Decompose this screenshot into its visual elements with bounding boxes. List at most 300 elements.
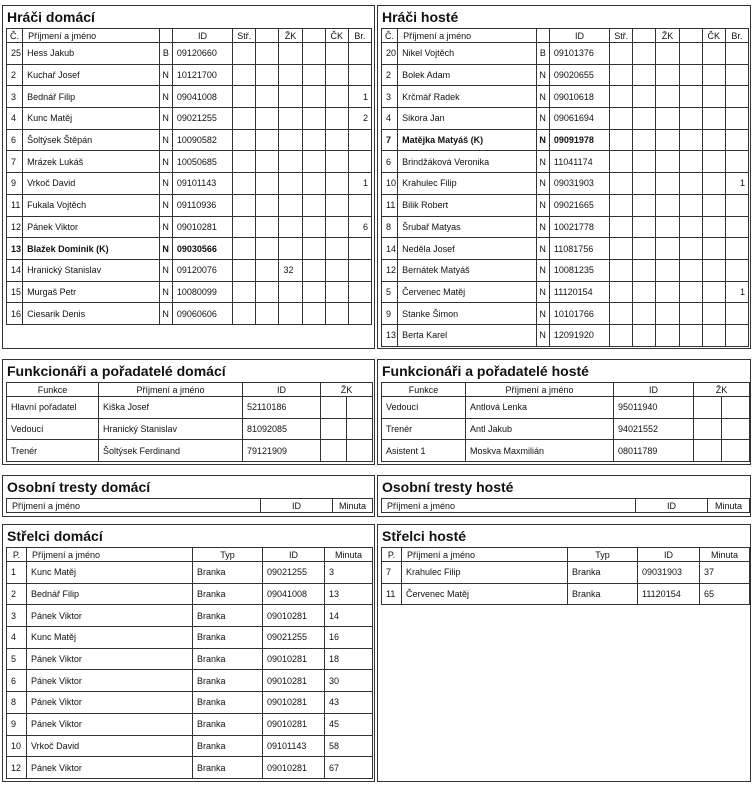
player-row [382,194,749,216]
scorer-id: 09010281 [263,648,325,670]
blank-cell [633,43,656,65]
player-name: Nikel Vojtěch [398,43,537,65]
yellow-card-cell [656,324,679,346]
yellow-card-cell [279,86,302,108]
header-id: ID [636,499,708,513]
blank-cell [302,129,325,151]
blank-cell [302,259,325,281]
official-name: Antl Jakub [466,418,614,440]
player-position: N [159,173,172,195]
player-position: B [536,43,549,65]
header-type: Typ [568,548,638,562]
away-players-table [381,28,749,347]
goals-cell [233,151,256,173]
player-row [382,303,749,325]
goals-count [725,43,748,65]
blank-cell [679,259,702,281]
scorer-type: Branka [193,735,263,757]
player-id: 09101143 [172,173,232,195]
player-name: Neděla Josef [398,238,537,260]
goals-count [725,324,748,346]
player-number: 15 [7,281,23,303]
goals-cell [610,86,633,108]
scorer-order: 11 [382,583,402,605]
header-yellow-card: ŽK [694,383,750,397]
header-name: Příjmení a jméno [23,29,160,43]
official-role: Asistent 1 [382,440,466,462]
player-number: 13 [382,324,398,346]
red-card-cell [702,324,725,346]
yellow-card-cell [656,303,679,325]
scorer-name: Vrkoč David [27,735,193,757]
header-blank-1 [256,29,279,43]
official-row [382,397,750,419]
yellow-card-cell [656,238,679,260]
yellow-card-cell [279,303,302,325]
player-name: Krahulec Filip [398,173,537,195]
red-card-cell [325,64,348,86]
goals-cell [610,259,633,281]
official-row [7,397,373,419]
goals-cell [233,303,256,325]
player-number: 7 [382,129,398,151]
yellow-card-cell [656,194,679,216]
header-blank-2 [679,29,702,43]
player-row [382,238,749,260]
player-name: Hranický Stanislav [23,259,160,281]
player-row [382,108,749,130]
scorer-order: 12 [7,757,27,779]
blank-cell [302,238,325,260]
official-id: 81092085 [243,418,321,440]
yellow-card-cell [656,43,679,65]
yellow-card-cell [279,216,302,238]
red-card-cell [325,108,348,130]
red-card-cell [325,259,348,281]
blank-cell [256,259,279,281]
scorer-order: 8 [7,692,27,714]
player-position: N [536,303,549,325]
scorer-minute: 45 [325,713,373,735]
scorer-type: Branka [568,562,638,584]
player-row [382,281,749,303]
player-position: N [159,259,172,281]
yellow-card-cell [694,440,722,462]
goals-cell [610,216,633,238]
player-position: N [159,64,172,86]
scorer-order: 9 [7,713,27,735]
scorer-name: Pánek Viktor [27,757,193,779]
home-scorers-title: Střelci domácí [7,528,103,544]
player-name: Bilik Robert [398,194,537,216]
goals-count: 1 [348,173,371,195]
blank-cell [679,129,702,151]
blank-cell [256,43,279,65]
player-name: Bednář Filip [23,86,160,108]
header-name: Příjmení a jméno [7,499,261,513]
goals-count [348,303,371,325]
scorer-row [7,713,373,735]
blank-cell [633,259,656,281]
player-row [7,129,372,151]
blank-cell [302,216,325,238]
player-id: 09091978 [549,129,609,151]
header-minute: Minuta [708,499,750,513]
scorer-type: Branka [193,562,263,584]
scorer-row [7,605,373,627]
player-number: 16 [7,303,23,325]
blank-cell [256,64,279,86]
player-position: N [536,151,549,173]
blank-cell [633,194,656,216]
goals-count [348,129,371,151]
scorer-name: Pánek Viktor [27,692,193,714]
blank-cell [633,129,656,151]
player-position: N [536,86,549,108]
player-name: Murgaš Petr [23,281,160,303]
blank-cell [302,303,325,325]
player-id: 09010618 [549,86,609,108]
blank-cell [256,108,279,130]
player-position: N [536,238,549,260]
player-id: 09020655 [549,64,609,86]
scorer-minute: 3 [325,562,373,584]
goals-cell [233,64,256,86]
header-position [159,29,172,43]
red-card-cell [325,303,348,325]
official-id: 08011789 [614,440,694,462]
player-id: 11041174 [549,151,609,173]
yellow-card-cell [694,397,722,419]
blank-cell [633,238,656,260]
player-name: Kuchař Josef [23,64,160,86]
official-role: Vedoucí [7,418,99,440]
player-position: N [536,108,549,130]
blank-cell [679,281,702,303]
player-id: 09021665 [549,194,609,216]
player-id: 09110936 [172,194,232,216]
player-id: 09060606 [172,303,232,325]
blank-cell [256,194,279,216]
official-name: Moskva Maxmilián [466,440,614,462]
player-id: 09030566 [172,238,232,260]
official-row [382,440,750,462]
blank-cell [302,108,325,130]
goals-count [725,216,748,238]
away-players-panel [377,5,751,349]
scorer-row [7,562,373,584]
official-name: Antlová Lenka [466,397,614,419]
blank-cell [347,440,373,462]
header-yellow-card: ŽK [321,383,373,397]
goals-count [725,108,748,130]
goals-count [725,194,748,216]
player-name: Ciesarik Denis [23,303,160,325]
header-id: ID [638,548,700,562]
yellow-card-cell [656,173,679,195]
goals-cell [233,129,256,151]
goals-cell [233,173,256,195]
player-row [382,86,749,108]
goals-cell [610,238,633,260]
player-position: N [536,216,549,238]
scorer-type: Branka [193,713,263,735]
scorer-name: Kunc Matěj [27,627,193,649]
home-players-table [6,28,372,325]
player-id: 09041008 [172,86,232,108]
official-id: 94021552 [614,418,694,440]
red-card-cell [325,216,348,238]
goals-cell [233,238,256,260]
scorer-type: Branka [193,648,263,670]
player-number: 11 [7,194,23,216]
blank-cell [633,303,656,325]
scorer-name: Pánek Viktor [27,605,193,627]
yellow-card-cell [279,43,302,65]
goals-cell [610,108,633,130]
home-players-panel [2,5,375,349]
scorer-minute: 67 [325,757,373,779]
scorer-name: Kunc Matěj [27,562,193,584]
header-goals: Stř. [610,29,633,43]
red-card-cell [702,259,725,281]
home-scorers-table [6,547,373,779]
goals-cell [610,173,633,195]
official-id: 95011940 [614,397,694,419]
official-row [382,418,750,440]
player-number: 14 [7,259,23,281]
official-role: Hlavní pořadatel [7,397,99,419]
header-yellow-card: ŽK [656,29,679,43]
player-row [382,324,749,346]
scorer-id: 09010281 [263,692,325,714]
blank-cell [256,303,279,325]
blank-cell [302,281,325,303]
player-position: N [536,64,549,86]
player-row [7,194,372,216]
player-name: Šrubař Matyas [398,216,537,238]
header-id: ID [243,383,321,397]
blank-cell [256,238,279,260]
scorer-row [7,692,373,714]
player-row [7,281,372,303]
red-card-cell [325,129,348,151]
yellow-card-cell [321,397,347,419]
player-row [7,259,372,281]
blank-cell [633,173,656,195]
header-row [382,548,750,562]
player-id: 09010281 [172,216,232,238]
header-yellow-card: ŽK [279,29,302,43]
player-number: 5 [382,281,398,303]
player-id: 09061694 [549,108,609,130]
yellow-card-cell [694,418,722,440]
scorer-minute: 13 [325,583,373,605]
player-position: N [159,303,172,325]
header-red-card: ČK [325,29,348,43]
goals-count [725,64,748,86]
scorer-minute: 18 [325,648,373,670]
header-type: Typ [193,548,263,562]
player-number: 11 [382,194,398,216]
blank-cell [679,303,702,325]
player-number: 8 [382,216,398,238]
yellow-card-cell [656,86,679,108]
header-order: P. [7,548,27,562]
header-row [382,29,749,43]
player-number: 20 [382,43,398,65]
goals-count [348,259,371,281]
blank-cell [679,86,702,108]
header-order: P. [382,548,402,562]
player-name: Blažek Dominik (K) [23,238,160,260]
goals-count [348,281,371,303]
yellow-card-cell [656,108,679,130]
scorer-id: 09041008 [263,583,325,605]
home-penalties-table [6,498,373,513]
player-row [7,216,372,238]
header-name: Příjmení a jméno [466,383,614,397]
player-row [7,303,372,325]
home-penalties-title: Osobní tresty domácí [7,479,151,495]
yellow-card-cell [656,129,679,151]
goals-cell [610,129,633,151]
player-name: Bernátek Matyáš [398,259,537,281]
home-officials-table [6,382,373,462]
header-id: ID [549,29,609,43]
header-row [7,29,372,43]
player-row [382,64,749,86]
player-number: 2 [382,64,398,86]
goals-count: 2 [348,108,371,130]
official-row [7,418,373,440]
player-id: 09101376 [549,43,609,65]
scorer-type: Branka [193,692,263,714]
blank-cell [722,418,750,440]
goals-cell [610,281,633,303]
header-name: Příjmení a jméno [382,499,636,513]
goals-cell [233,259,256,281]
blank-cell [679,173,702,195]
goals-cell [610,324,633,346]
blank-cell [679,194,702,216]
blank-cell [256,216,279,238]
scorer-name: Bednář Filip [27,583,193,605]
scorer-order: 1 [7,562,27,584]
yellow-card-cell [279,108,302,130]
player-id: 10021778 [549,216,609,238]
player-number: 12 [382,259,398,281]
red-card-cell [702,86,725,108]
yellow-card-cell [656,259,679,281]
player-row [7,86,372,108]
header-red-card: ČK [702,29,725,43]
header-minute: Minuta [325,548,373,562]
yellow-card-cell: 32 [279,259,302,281]
red-card-cell [325,173,348,195]
scorer-type: Branka [193,627,263,649]
blank-cell [633,151,656,173]
blank-cell [633,281,656,303]
player-position: N [159,194,172,216]
yellow-card-cell [279,64,302,86]
goals-cell [610,303,633,325]
header-id: ID [261,499,333,513]
home-officials-panel [2,359,375,465]
player-name: Červenec Matěj [398,281,537,303]
header-role: Funkce [7,383,99,397]
goals-count: 1 [725,173,748,195]
yellow-card-cell [279,281,302,303]
header-goals: Stř. [233,29,256,43]
goals-count [725,151,748,173]
home-penalties-panel [2,475,375,517]
red-card-cell [325,238,348,260]
player-position: N [536,129,549,151]
player-id: 09120660 [172,43,232,65]
scorer-type: Branka [193,583,263,605]
player-id: 10121700 [172,64,232,86]
goals-cell [233,86,256,108]
blank-cell [679,64,702,86]
goals-count [725,129,748,151]
goals-count: 1 [348,86,371,108]
header-minute: Minuta [333,499,373,513]
player-name: Bolek Adam [398,64,537,86]
goals-count: 6 [348,216,371,238]
player-id: 10080099 [172,281,232,303]
away-scorers-panel [377,524,751,782]
away-officials-table [381,382,750,462]
player-position: N [159,151,172,173]
header-goals-count: Br. [348,29,371,43]
red-card-cell [702,238,725,260]
blank-cell [679,324,702,346]
yellow-card-cell [321,440,347,462]
scorer-order: 7 [382,562,402,584]
red-card-cell [702,194,725,216]
blank-cell [256,129,279,151]
blank-cell [347,418,373,440]
player-row [382,129,749,151]
player-id: 09031903 [549,173,609,195]
scorer-id: 09021255 [263,562,325,584]
official-id: 52110186 [243,397,321,419]
player-number: 12 [7,216,23,238]
scorer-order: 3 [7,605,27,627]
home-players-title: Hráči domácí [7,9,95,25]
scorer-type: Branka [193,670,263,692]
scorer-minute: 30 [325,670,373,692]
blank-cell [347,397,373,419]
goals-count [725,238,748,260]
player-name: Fukala Vojtěch [23,194,160,216]
away-scorers-title: Střelci hosté [382,528,467,544]
scorer-minute: 14 [325,605,373,627]
blank-cell [302,194,325,216]
scorer-id: 11120154 [638,583,700,605]
scorer-row [7,583,373,605]
goals-cell [610,43,633,65]
red-card-cell [702,173,725,195]
red-card-cell [702,281,725,303]
player-row [382,43,749,65]
player-name: Krčmář Radek [398,86,537,108]
scorer-minute: 16 [325,627,373,649]
official-role: Trenér [382,418,466,440]
header-position [536,29,549,43]
scorer-row [382,562,750,584]
